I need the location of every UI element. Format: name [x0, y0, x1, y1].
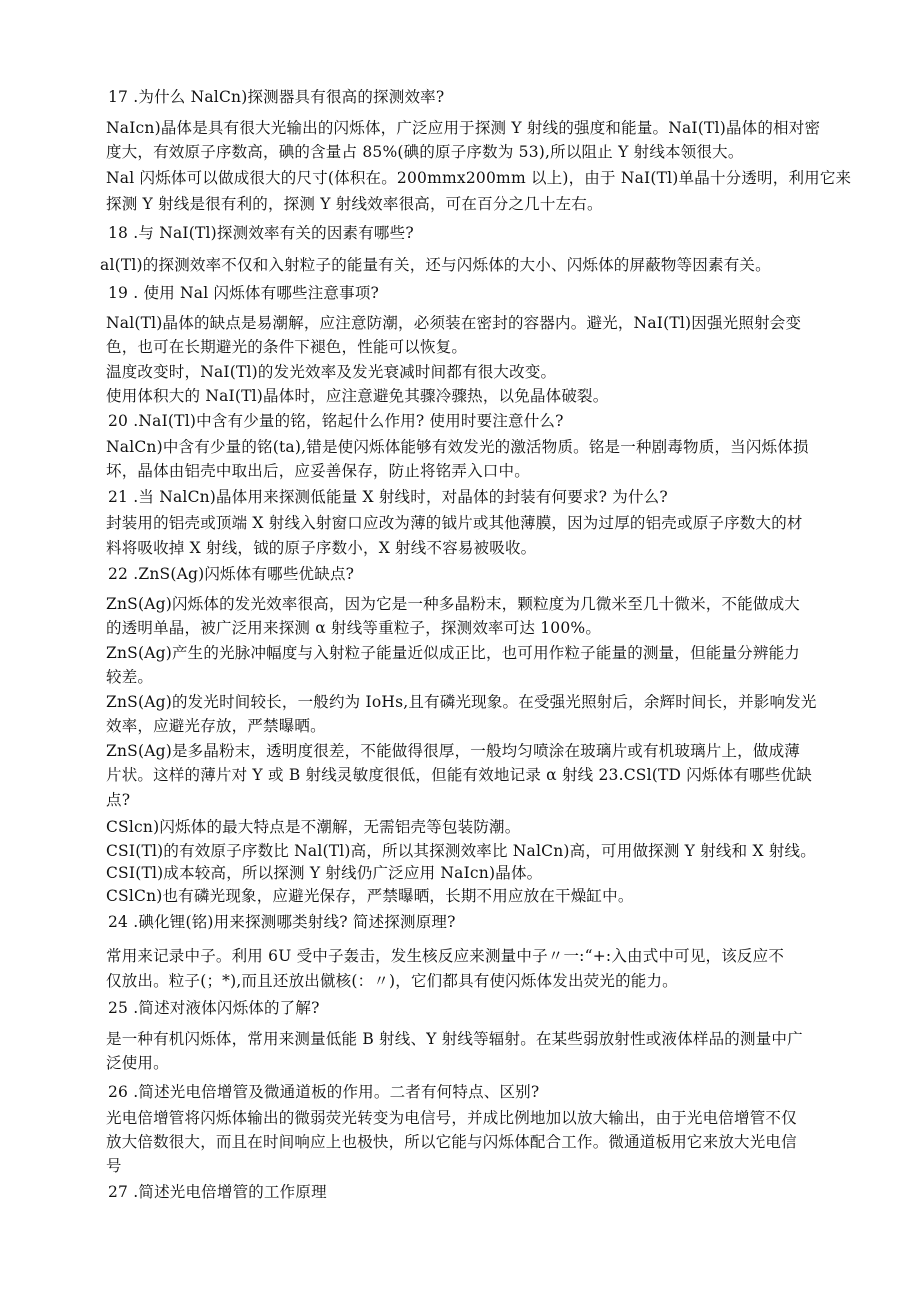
q19-paragraph-1-line-1: Nal(Tl)晶体的缺点是易潮解，应注意防潮，必须装在密封的容器内。避光，NaI(Tl)因强光照射会变	[106, 314, 802, 332]
q20-paragraph-1-line-2: 坏，晶体由铝壳中取出后，应妥善保存，防止将铭弄入口中。	[106, 462, 530, 480]
q19-paragraph-2: 温度改变时，NaI(Tl)的发光效率及发光衰减时间都有很大改变。	[106, 363, 557, 381]
q26-paragraph-1-line-3: 号	[106, 1157, 122, 1175]
q25-paragraph-1-line-2: 泛使用。	[106, 1054, 169, 1072]
q22-paragraph-2-line-2: 较差。	[106, 668, 154, 686]
q24-paragraph-1-line-1: 常用来记录中子。利用 6U 受中子轰击，发生核反应来测量中子〃一:“+:入由式中可见，该反应不	[106, 947, 785, 965]
q17-paragraph-2-line-2: 探测 Y 射线是很有利的，探测 Y 射线效率很高，可在百分之几十左右。	[106, 195, 603, 213]
question-22-title: 22 .ZnS(Ag)闪烁体有哪些优缺点?	[108, 565, 355, 583]
q22-paragraph-4-line-1: ZnS(Ag)是多晶粉末，透明度很差，不能做得很厚，一般均匀喷涂在玻璃片或有机玻璃片上，做成薄	[106, 742, 800, 760]
q26-paragraph-1-line-1: 光电倍增管将闪烁体输出的微弱荧光转变为电信号，并成比例地加以放大输出，由于光电倍增管不仅	[106, 1109, 797, 1127]
q18-paragraph-1: al(Tl)的探测效率不仅和入射粒子的能量有关，还与闪烁体的大小、闪烁体的屏蔽物等因素有关。	[100, 256, 771, 274]
question-17-title: 17 .为什么 NalCn)探测器具有很高的探测效率?	[108, 88, 445, 106]
question-21-title: 21 .当 NalCn)晶体用来探测低能量 X 射线时，对晶体的封装有何要求? 为什么?	[108, 488, 668, 506]
q17-paragraph-2-line-1: Nal 闪烁体可以做成很大的尺寸(体积在。200mmx200mm 以上)，由于 NaI(Tl)单晶十分透明，利用它来	[106, 169, 852, 187]
q23-paragraph-4: CSlCn)也有磷光现象，应避光保存，严禁曝晒，长期不用应放在干燥缸中。	[106, 887, 634, 905]
q22-paragraph-3-line-1: ZnS(Ag)的发光时间较长，一般约为 IoHs,且有磷光现象。在受强光照射后，余辉时间长，并影响发光	[106, 693, 817, 711]
q25-paragraph-1-line-1: 是一种有机闪烁体，常用来测量低能 B 射线、Y 射线等辐射。在某些弱放射性或液体样品的测量中广	[106, 1030, 803, 1048]
q17-paragraph-1-line-1: NaIcn)晶体是具有很大光输出的闪烁体，广泛应用于探测 Y 射线的强度和能量。NaI(Tl)晶体的相对密	[106, 119, 821, 137]
q19-paragraph-1-line-2: 色，也可在长期避光的条件下褪色，性能可以恢复。	[106, 338, 468, 356]
q26-paragraph-1-line-2: 放大倍数很大，而且在时间响应上也极快，所以它能与闪烁体配合工作。微通道板用它来放大光电信	[106, 1133, 797, 1151]
question-19-title: 19 . 使用 Nal 闪烁体有哪些注意事项?	[108, 284, 380, 302]
question-24-title: 24 .碘化锂(铭)用来探测哪类射线? 简述探测原理?	[108, 913, 456, 931]
question-26-title: 26 .简述光电倍增管及微通道板的作用。二者有何特点、区别?	[108, 1083, 540, 1101]
q22-paragraph-4-line-3: 点?	[106, 791, 131, 809]
q22-paragraph-3-line-2: 效率，应避光存放，严禁曝晒。	[106, 717, 326, 735]
q22-paragraph-4-line-2: 片状。这样的薄片对 Y 或 B 射线灵敏度很低，但能有效地记录 α 射线 23.CSl(TD 闪烁体有哪些优缺	[106, 766, 812, 784]
question-25-title: 25 .简述对液体闪烁体的了解?	[108, 999, 320, 1017]
q22-paragraph-1-line-1: ZnS(Ag)闪烁体的发光效率很高，因为它是一种多晶粉末，颗粒度为几微米至几十微米，不能做成大	[106, 595, 800, 613]
q24-paragraph-1-line-2: 仅放出。粒子(；*),而且还放出僦核(：〃)，它们都具有使闪烁体发出荧光的能力。	[106, 972, 678, 990]
q19-paragraph-3: 使用体积大的 NaI(Tl)晶体时，应注意避免其骤冷骤热，以免晶体破裂。	[106, 387, 609, 405]
q21-paragraph-1-line-1: 封装用的铝壳或顶端 X 射线入射窗口应改为薄的钺片或其他薄膜，因为过厚的铝壳或原子序数大的材	[106, 514, 803, 532]
q21-paragraph-1-line-2: 料将吸收掉 X 射线，钺的原子序数小，X 射线不容易被吸收。	[106, 539, 537, 557]
question-20-title: 20 .NaI(Tl)中含有少量的铭，铭起什么作用? 使用时要注意什么?	[108, 412, 564, 430]
q23-paragraph-3: CSI(Tl)成本较高，所以探测 Y 射线仍广泛应用 NaIcn)晶体。	[106, 864, 543, 882]
q17-paragraph-1-line-2: 度大，有效原子序数高，碘的含量占 85%(碘的原子序数为 53),所以阻止 Y 射线本领很大。	[106, 143, 744, 161]
q23-paragraph-2: CSI(Tl)的有效原子序数比 Nal(Tl)高，所以其探测效率比 NalCn)高，可用做探测 Y 射线和 X 射线。	[106, 842, 816, 860]
q22-paragraph-1-line-2: 的透明单晶，被广泛用来探测 α 射线等重粒子，探测效率可达 100%。	[106, 619, 602, 637]
question-18-title: 18 .与 NaI(Tl)探测效率有关的因素有哪些?	[108, 224, 414, 242]
q22-paragraph-2-line-1: ZnS(Ag)产生的光脉冲幅度与入射粒子能量近似成正比，也可用作粒子能量的测量，但能量分辨能力	[106, 644, 800, 662]
q20-paragraph-1-line-1: NalCn)中含有少量的铭(ta),错是使闪烁体能够有效发光的激活物质。铭是一种剧毒物质，当闪烁体损	[106, 438, 809, 456]
question-27-title: 27 .简述光电倍增管的工作原理	[108, 1183, 327, 1201]
q23-paragraph-1: CSlcn)闪烁体的最大特点是不潮解，无需铝壳等包装防潮。	[106, 818, 521, 836]
